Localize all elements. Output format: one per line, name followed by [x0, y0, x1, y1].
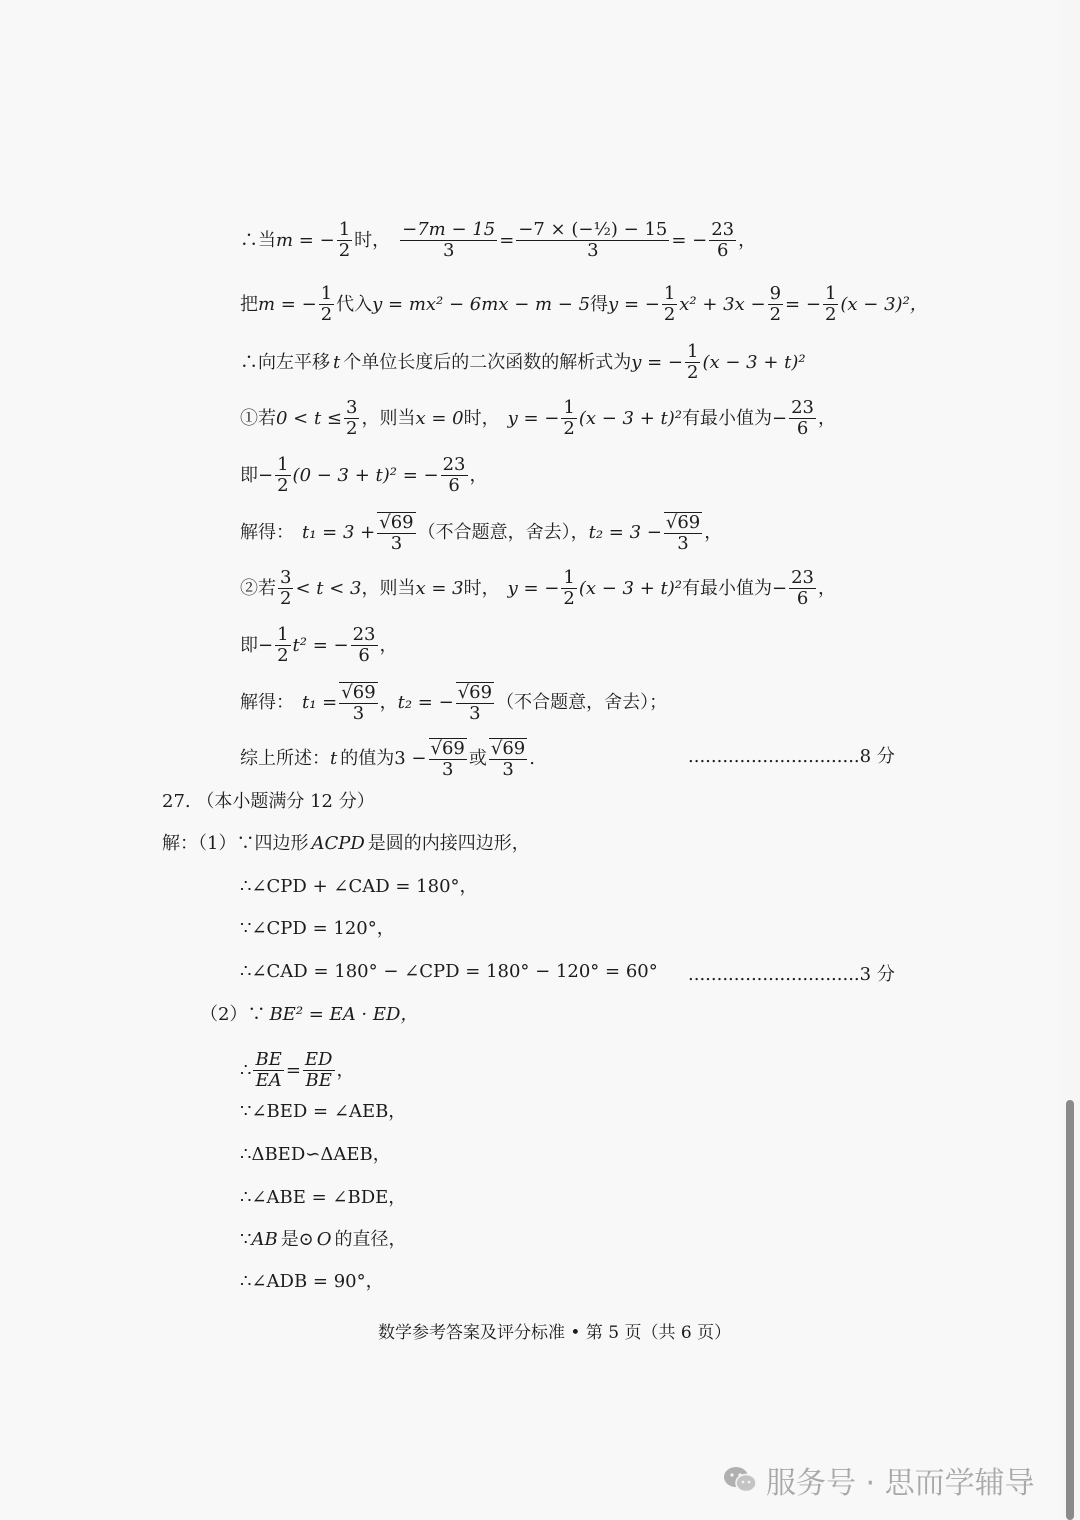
sol26-line-5: 即 − $\frac{1}{2}$ (0 − 3 + t)² = − $\frac{23}{6}$ ， — [240, 454, 488, 496]
q27-part1-line4: ∴∠CAD = 180° − ∠CPD = 180° − 120° = 60° — [240, 961, 658, 982]
q27-part1-line3: ∵∠CPD = 120°， — [240, 918, 395, 939]
watermark-text: 服务号 · 思而学辅导 — [766, 1466, 1035, 1501]
sol26-line-9: 解得： t₁ = $\frac{√69}{3}$ ， t₂ = − $\frac{√69}{3}$ （不合题意，舍去）； — [240, 682, 668, 724]
sol26-line-1: ∴当 m = − $\frac{1}{2}$ 时， $\frac{-7m - 15}{3}$ = $\frac{\text{−7 × (−½) − 15}}{3}$ = − $\frac{23}{6}$ ， — [240, 219, 757, 261]
watermark — [722, 1458, 1035, 1502]
page-footer: 数学参考答案及评分标准 • 第 5 页（共 6 页） — [378, 1323, 732, 1343]
score-8: ..............................8 分 — [688, 746, 895, 767]
q27-part2-line6: ∵ AB 是⊙ O 的直径， — [240, 1229, 407, 1250]
sol26-line-10: 综上所述： t 的值为 3 − $\frac{√69}{3}$ 或 $\frac{√69}{3}$ . — [240, 738, 535, 780]
wechat-icon — [722, 1465, 758, 1495]
q27-part1-line2: ∴∠CPD + ∠CAD = 180°， — [240, 876, 478, 897]
q27-part2-line5: ∴∠ABE = ∠BDE， — [240, 1187, 407, 1208]
sol26-line-8: 即 − $\frac{1}{2}$ t² = − $\frac{23}{6}$ ， — [240, 624, 398, 666]
scrollbar[interactable] — [1066, 1100, 1074, 1520]
sol26-line-7: ②若 $\frac{3}{2}$ < t < 3 ，则当 x = 3 时， y = − $\frac{1}{2}$ (x − 3 + t)² 有最小值为 − $\frac{23}{6}$ ， — [240, 567, 836, 609]
q27-part2-line4: ∴ΔBED∽ΔAEB， — [240, 1144, 391, 1165]
q27-part2-line3: ∵∠BED = ∠AEB， — [240, 1101, 407, 1122]
q27-header: 27. （本小题满分 12 分） — [162, 791, 375, 812]
sol26-line-3: ∴向左平移 t 个单位长度后的二次函数的解析式为 y = − $\frac{1}{2}$ (x − 3 + t)² — [240, 341, 806, 383]
sol26-line-2: 把 m = − $\frac{1}{2}$ 代入 y = mx² − 6mx − m − 5 得 y = − $\frac{1}{2}$ x² + 3x − $\frac{9}{2}$ = − $\frac{1}{2}$ (x − 3)²， — [240, 283, 928, 325]
q27-part1-line1: 解：（1）∵四边形 ACPD 是圆的内接四边形， — [162, 833, 530, 854]
sol26-line-6: 解得： t₁ = 3 + $\frac{√69}{3}$ （不合题意，舍去）， t₂ = 3 − $\frac{√69}{3}$ ， — [240, 512, 723, 554]
sol26-line-4: ①若 0 < t ≤ $\frac{3}{2}$ ，则当 x = 0 时， y = − $\frac{1}{2}$ (x − 3 + t)² 有最小值为 − $\frac{23}{6}$ ， — [240, 397, 836, 439]
score-3: ..............................3 分 — [688, 964, 895, 985]
q27-part2-line2: ∴ $\frac{BE}{EA}$ = $\frac{ED}{BE}$ ， — [240, 1049, 355, 1091]
q27-part2-line1: （2）∵ BE² = EA · ED， — [200, 1004, 419, 1025]
q27-part2-line7: ∴∠ADB = 90°， — [240, 1271, 384, 1292]
